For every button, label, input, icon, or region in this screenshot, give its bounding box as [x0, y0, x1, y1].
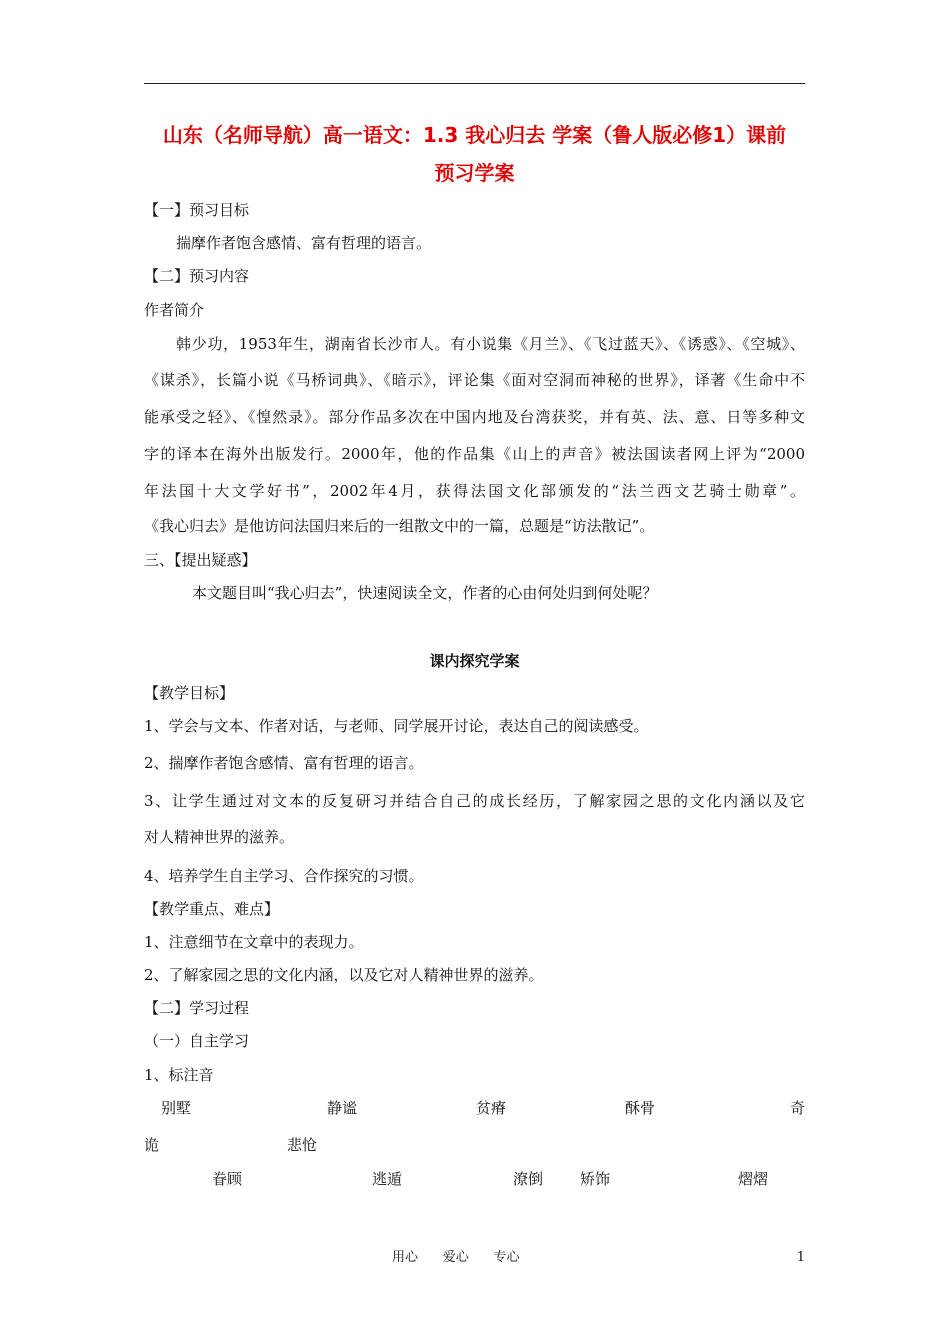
preview-goal-text: 揣摩作者饱含感情、富有哲理的语言。 — [176, 234, 432, 252]
bio-line-6: 《我心归去》是他访问法国归来后的一组散文中的一篇，总题是“访法散记”。 — [144, 517, 655, 535]
page-title-line-2: 预习学案 — [434, 161, 515, 185]
bio-line-3: 能承受之轻》、《惶然录》。部分作品多次在中国内地及台湾获奖，并有英、法、意、日等多种文 — [144, 408, 805, 426]
section-heading-preview-goal: 【一】预习目标 — [144, 201, 250, 219]
learning-process-heading: 【二】学习过程 — [144, 999, 250, 1017]
vocab-word: 酥骨 — [625, 1099, 656, 1117]
vocab-word: 潦倒 — [513, 1170, 544, 1188]
bio-line-2: 《谋杀》，长篇小说《马桥词典》、《暗示》，评论集《面对空洞而神秘的世界》，译著《生命中不 — [144, 371, 805, 389]
key-points-heading: 【教学重点、难点】 — [144, 900, 280, 918]
goal-1: 1、学会与文本、作者对话，与老师、同学展开讨论，表达自己的阅读感受。 — [144, 717, 649, 735]
section-heading-preview-content: 【二】预习内容 — [144, 267, 250, 285]
footer-motto: 用心 爱心 专心 — [392, 1250, 520, 1265]
questions-text: 本文题目叫“我心归去”，快速阅读全文，作者的心由何处归到何处呢？ — [192, 584, 658, 602]
header-rule — [144, 83, 805, 84]
bio-line-4: 字的译本在海外出版发行。2000年，他的作品集《山上的声音》被法国读者网上评为“2000 — [144, 445, 805, 463]
page-title-line-1: 山东（名师导航）高一语文：1.3 我心归去 学案（鲁人版必修1）课前 — [162, 123, 787, 147]
vocab-word: 眷顾 — [212, 1170, 243, 1188]
vocab-word: 奇 — [790, 1099, 806, 1117]
teaching-goals-heading: 【教学目标】 — [144, 684, 235, 702]
vocab-word: 悲怆 — [287, 1136, 318, 1154]
key-point-2: 2、了解家园之思的文化内涵，以及它对人精神世界的滋养。 — [144, 966, 544, 984]
self-study-heading: （一）自主学习 — [144, 1032, 250, 1050]
page-number: 1 — [796, 1250, 805, 1265]
goal-3-line-1: 3、让学生通过对文本的反复研习并结合自己的成长经历，了解家园之思的文化内涵以及它 — [144, 792, 805, 810]
goal-4: 4、培养学生自主学习、合作探究的习惯。 — [144, 867, 424, 885]
author-intro-heading: 作者简介 — [144, 301, 205, 319]
goal-3-line-2: 对人精神世界的滋养。 — [144, 828, 295, 846]
vocab-word: 贫瘠 — [476, 1099, 507, 1117]
key-point-1: 1、注意细节在文章中的表现力。 — [144, 933, 364, 951]
vocab-word: 矫饰 — [580, 1170, 611, 1188]
vocab-word: 逃遁 — [372, 1170, 403, 1188]
pinyin-task-heading: 1、标注音 — [144, 1066, 214, 1084]
vocab-word: 别墅 — [161, 1099, 192, 1117]
vocab-word: 静谧 — [327, 1099, 358, 1117]
vocab-word: 熠熠 — [738, 1170, 769, 1188]
section-heading-questions: 三、【提出疑惑】 — [144, 551, 257, 569]
goal-2: 2、揣摩作者饱含感情、富有哲理的语言。 — [144, 754, 424, 772]
section-title-inclass: 课内探究学案 — [429, 652, 520, 670]
vocab-word: 诡 — [144, 1136, 160, 1154]
bio-line-1: 韩少功，1953年生，湖南省长沙市人。有小说集《月兰》、《飞过蓝天》、《诱惑》、《空城》、 — [176, 335, 805, 353]
bio-line-5: 年法国十大文学好书”，2002年4月，获得法国文化部颁发的“法兰西文艺骑士勋章”。 — [144, 482, 805, 500]
